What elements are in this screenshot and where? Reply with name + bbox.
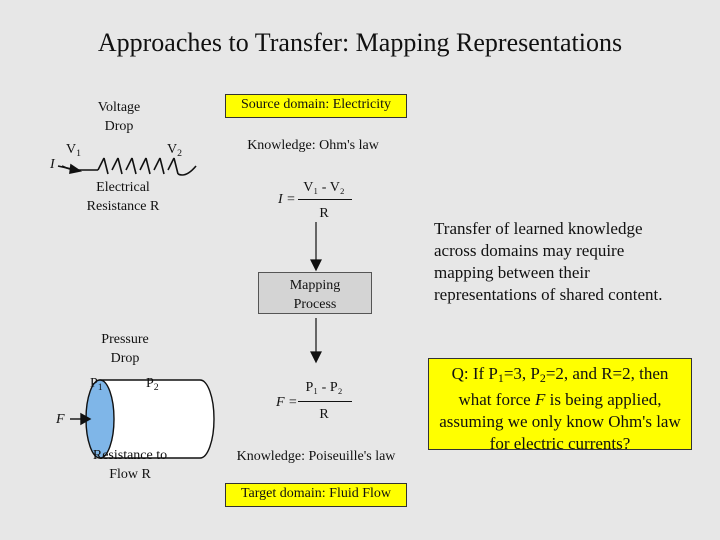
poiseuille-law-label: Knowledge: Poiseuille's law [236,449,396,464]
pressure-drop-label: Pressure Drop [101,332,149,366]
ohms-law-label: Knowledge: Ohm's law [247,138,379,153]
poiseuille-formula-lhs: F = [276,395,298,410]
target-domain-box: Target domain: Fluid Flow [225,483,407,507]
question-box: Q: If $P_1=3$, $P_2=2$, and R=2, then what force F is being applied, assuming we only know Ohm's law for electric currents? [428,358,692,450]
current-arrow [58,165,80,173]
electrical-resistance-label: Electrical Resistance R [86,180,160,214]
ohm-formula-numerator: V₁ - V₂ [303,180,345,195]
slide-title: Approaches to Transfer: Mapping Representations [97,28,623,57]
voltage-drop-label: Voltage Drop [97,100,141,134]
ohm-formula-lhs: I = [278,192,296,207]
p2-label: $P_2$ [146,376,159,393]
force-label: F [56,412,65,427]
flow-resistance-label: Resistance to Flow R [92,448,168,482]
source-domain-box: Source domain: Electricity [225,94,407,118]
v1-label: $V_1$ [66,142,82,159]
ohm-fraction-bar [298,199,352,200]
poiseuille-fraction-bar [298,401,352,402]
v2-label: $V_2$ [167,142,183,159]
p1-label: $P_1$ [90,376,103,393]
ohm-formula-denominator: R [319,206,329,221]
current-label: I [50,157,55,172]
poiseuille-formula-numerator: P₁ - P₂ [305,380,343,395]
transfer-note: Transfer of learned knowledge across domains may require mapping between their representations of shared content. [434,219,663,304]
poiseuille-formula-denominator: R [319,407,329,422]
mapping-process-box: Mapping Process [258,272,372,314]
